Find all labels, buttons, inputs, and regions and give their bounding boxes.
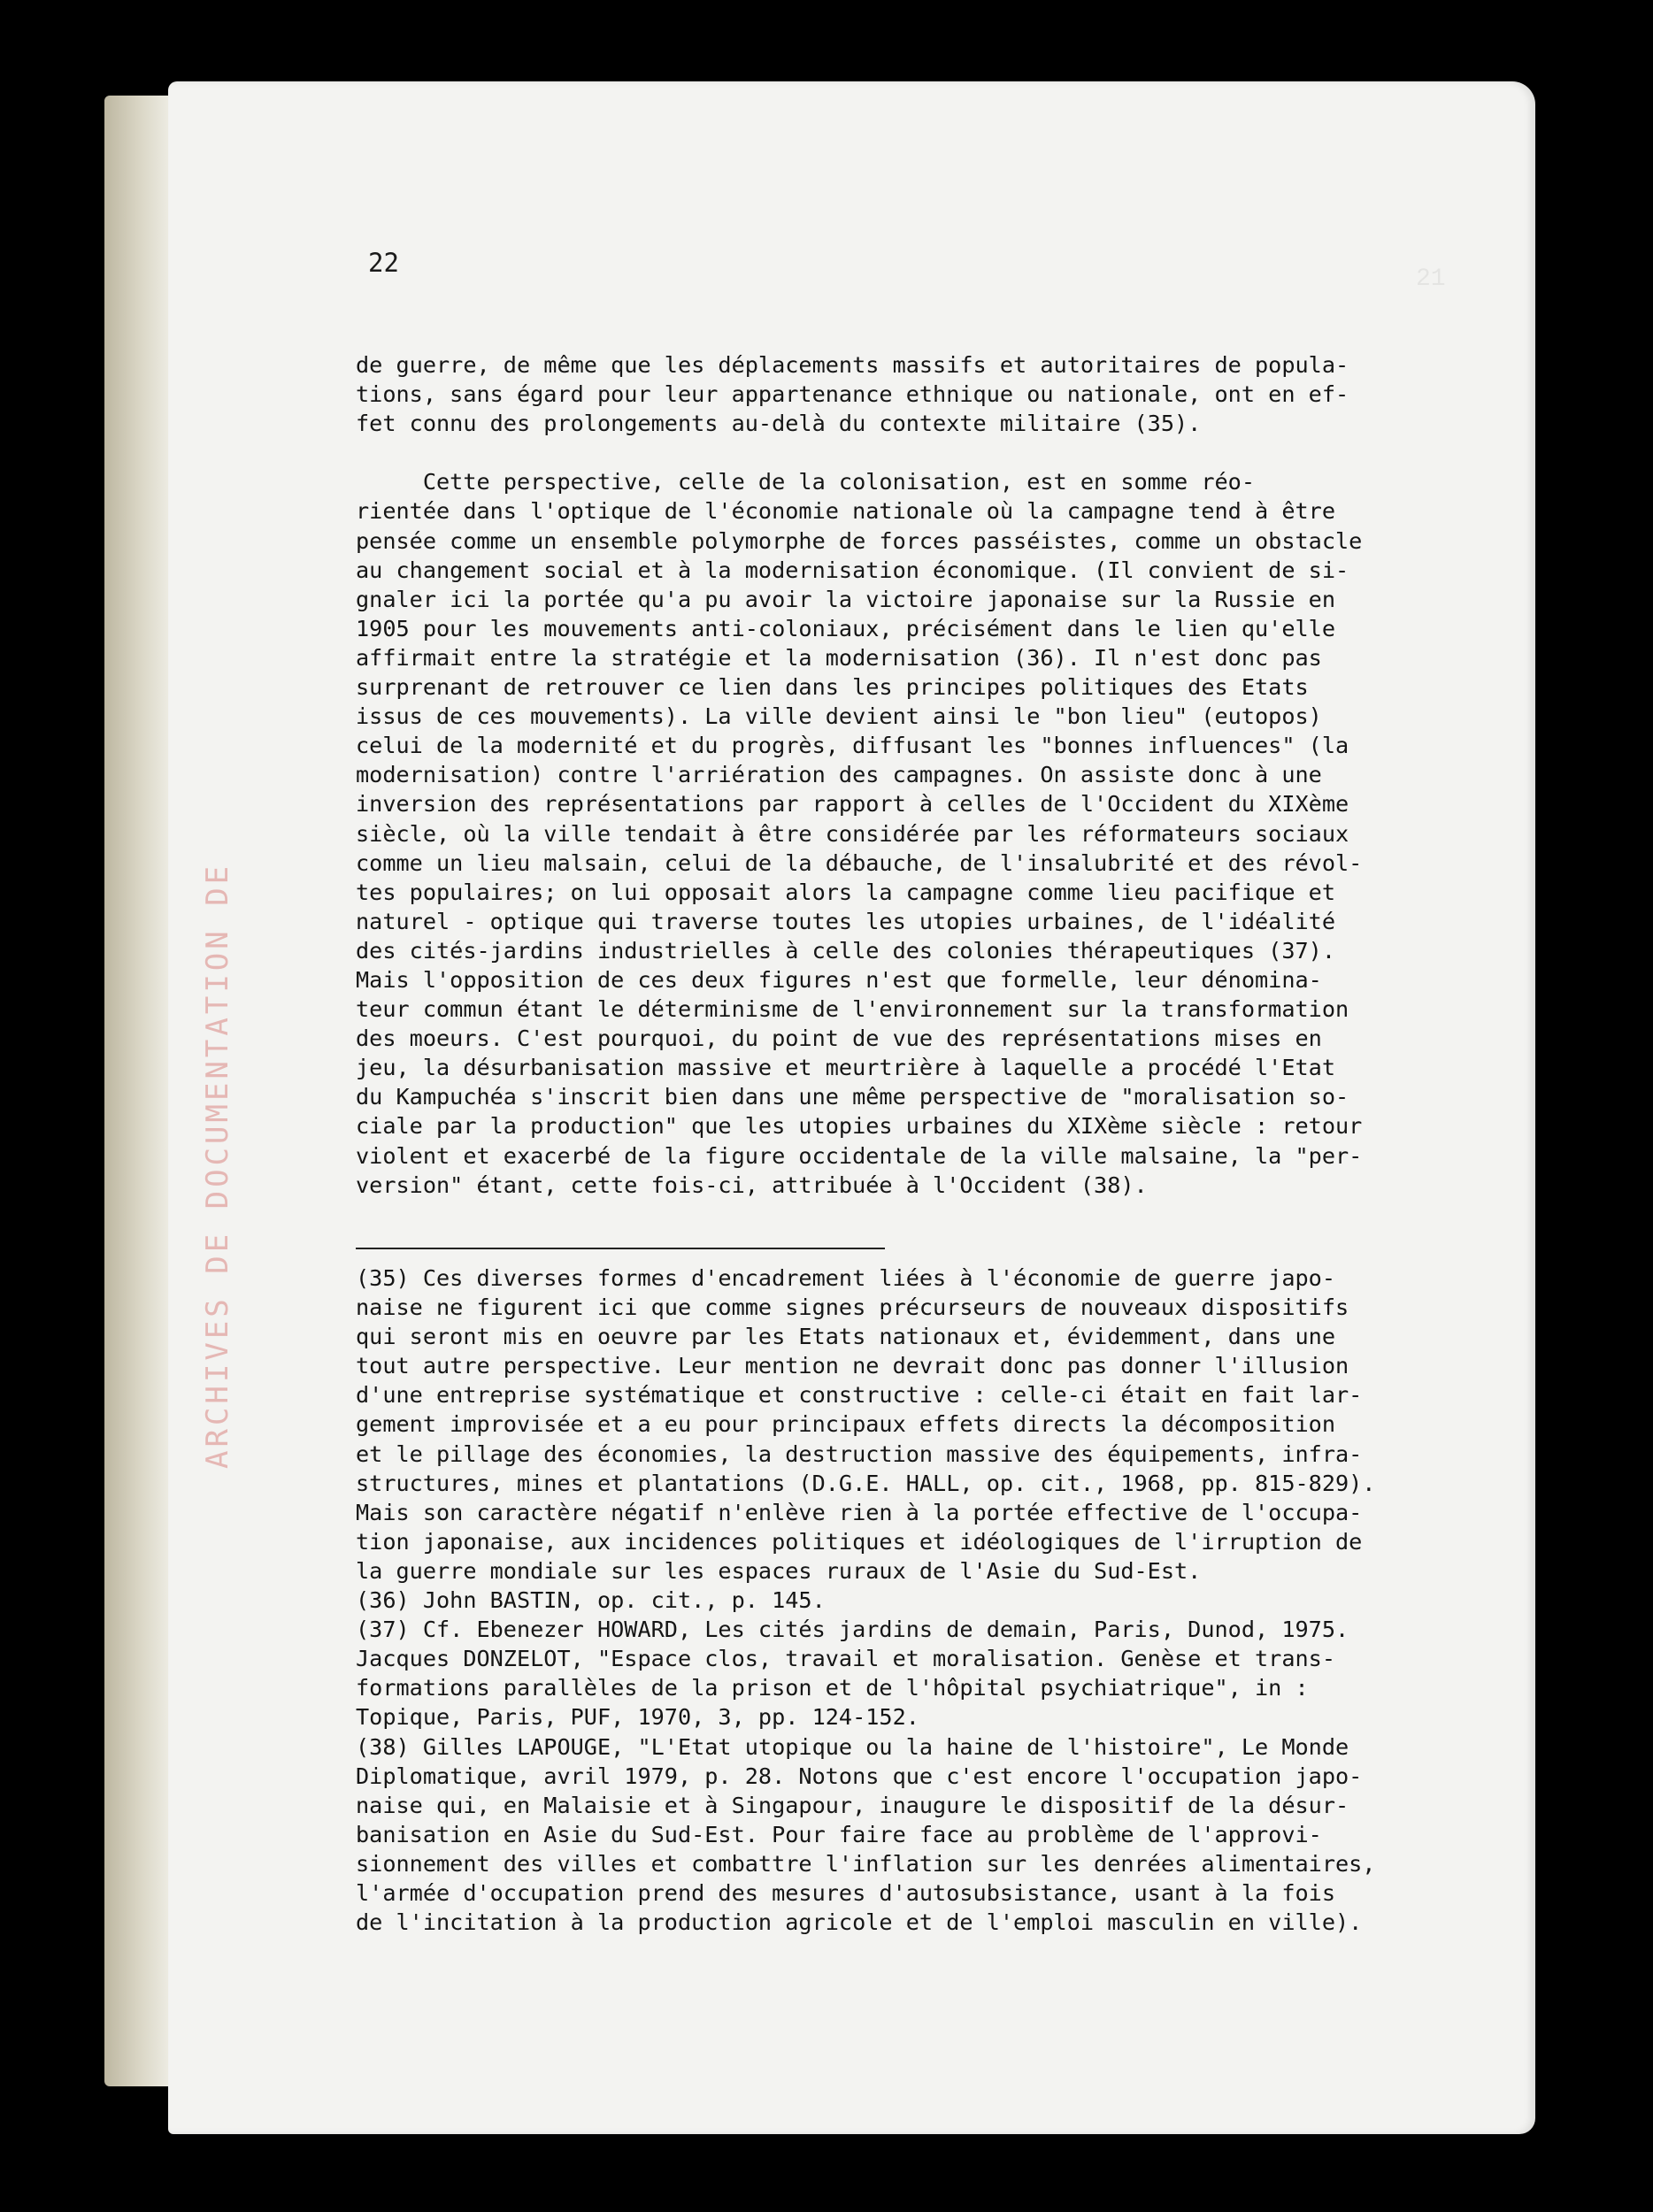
body-text-line: Mais l'opposition de ces deux figures n'est que formelle, leur dénomina- [356,966,1322,993]
body-text-line: pensée comme un ensemble polymorphe de forces passéistes, comme un obstacle [356,527,1363,554]
body-text-line: affirmait entre la stratégie et la modernisation (36). Il n'est donc pas [356,644,1322,671]
footnote-line: (38) Gilles LAPOUGE, "L'Etat utopique ou la haine de l'histoire", Le Monde [356,1733,1349,1760]
footnote-line: Diplomatique, avril 1979, p. 28. Notons que c'est encore l'occupation japo- [356,1763,1363,1789]
footnote-line: et le pillage des économies, la destruction massive des équipements, infra- [356,1440,1363,1467]
footnote-line: Mais son caractère négatif n'enlève rien à la portée effective de l'occupa- [356,1499,1363,1525]
body-text-line: modernisation) contre l'arriération des campagnes. On assiste donc à une [356,762,1322,788]
body-text-line: des moeurs. C'est pourquoi, du point de vue des représentations mises en [356,1025,1322,1052]
body-text-line: comme un lieu malsain, celui de la débauche, de l'insalubrité et des révol- [356,849,1363,876]
body-text-line: des cités-jardins industrielles à celle des colonies thérapeutiques (37). [356,937,1335,964]
footnote-line: d'une entreprise systématique et constructive : celle-ci était en fait lar- [356,1382,1363,1409]
body-text-line: issus de ces mouvements). La ville devient ainsi le "bon lieu" (eutopos) [356,703,1322,730]
footnote-line: (36) John BASTIN, op. cit., p. 145. [356,1587,826,1614]
footnote-line: Jacques DONZELOT, "Espace clos, travail et moralisation. Genèse et trans- [356,1646,1335,1672]
page-number: 22 [368,248,399,278]
footnote-line: naise ne figurent ici que comme signes précurseurs de nouveaux dispositifs [356,1294,1349,1321]
body-text-line: violent et exacerbé de la figure occidentale de la ville malsaine, la "per- [356,1142,1363,1169]
footnote-line: sionnement des villes et combattre l'inflation sur les denrées alimentaires, [356,1850,1376,1877]
footnote-line: Topique, Paris, PUF, 1970, 3, pp. 124-152. [356,1704,919,1731]
archive-stamp: ARCHIVES DE DOCUMENTATION DE [200,862,235,1469]
footnotes [356,1263,1471,1937]
footnote-line: tion japonaise, aux incidences politiques et idéologiques de l'irruption de [356,1528,1363,1555]
body-text-line: 1905 pour les mouvements anti-coloniaux, précisément dans le lien qu'elle [356,615,1335,641]
body-text-line: gnaler ici la portée qu'a pu avoir la victoire japonaise sur la Russie en [356,586,1335,612]
body-text-line: du Kampuchéa s'inscrit bien dans une même perspective de "moralisation so- [356,1084,1349,1110]
body-text-line: fet connu des prolongements au-delà du contexte militaire (35). [356,411,1202,437]
footnote-line: l'armée d'occupation prend des mesures d'autosubsistance, usant à la fois [356,1879,1335,1906]
body-text-line: Cette perspective, celle de la colonisation, est en somme réo- [356,469,1255,495]
footnote-line: qui seront mis en oeuvre par les Etats nationaux et, évidemment, dans une [356,1324,1335,1350]
footnote-line: structures, mines et plantations (D.G.E. HALL, op. cit., 1968, pp. 815-829). [356,1470,1376,1496]
body-text-line: naturel - optique qui traverse toutes les utopies urbaines, de l'idéalité [356,908,1335,934]
body-text-line: tes populaires; on lui opposait alors la campagne comme lieu pacifique et [356,879,1335,905]
body-text-line: ciale par la production" que les utopies urbaines du XIXème siècle : retour [356,1113,1363,1140]
body-text-line: celui de la modernité et du progrès, diffusant les "bonnes influences" (la [356,733,1349,759]
body-text-line: jeu, la désurbanisation massive et meurtrière à laquelle a procédé l'Etat [356,1055,1335,1081]
body-text-line: au changement social et à la modernisation économique. (Il convient de si- [356,557,1349,583]
body-text-line: tions, sans égard pour leur appartenance ethnique ou nationale, ont en ef- [356,381,1349,408]
footnote-line: de l'incitation à la production agricole et de l'emploi masculin en ville). [356,1909,1363,1936]
footnote-line: tout autre perspective. Leur mention ne devrait donc pas donner l'illusion [356,1353,1349,1379]
footnote-line: gement improvisée et a eu pour principaux effets directs la décomposition [356,1411,1335,1438]
footnote-line: (37) Cf. Ebenezer HOWARD, Les cités jardins de demain, Paris, Dunod, 1975. [356,1617,1349,1643]
body-text-line [356,438,1471,467]
footnote-line: naise qui, en Malaisie et à Singapour, inaugure le dispositif de la désur- [356,1792,1349,1818]
footnote-line: formations parallèles de la prison et de l'hôpital psychiatrique", in : [356,1675,1309,1701]
footnote-line: banisation en Asie du Sud-Est. Pour faire face au problème de l'approvi- [356,1821,1322,1847]
footnote-line: la guerre mondiale sur les espaces ruraux de l'Asie du Sud-Est. [356,1557,1202,1584]
body-text-line: surprenant de retrouver ce lien dans les principes politiques des Etats [356,674,1309,701]
footnote-separator [356,1248,885,1249]
body-text-line: siècle, où la ville tendait à être considérée par les réformateurs sociaux [356,820,1349,847]
body-text [356,350,1471,1200]
body-text-line: de guerre, de même que les déplacements massifs et autoritaires de popula- [356,352,1349,378]
body-text-line: rientée dans l'optique de l'économie nationale où la campagne tend à être [356,498,1335,525]
body-text-line: teur commun étant le déterminisme de l'environnement sur la transformation [356,996,1349,1023]
body-text-line: inversion des représentations par rapport à celles de l'Occident du XIXème [356,791,1349,818]
show-through-page-number: 21 [1416,265,1446,293]
body-text-line: version" étant, cette fois-ci, attribuée à l'Occident (38). [356,1171,1148,1198]
footnote-line: (35) Ces diverses formes d'encadrement liées à l'économie de guerre japo- [356,1265,1335,1291]
